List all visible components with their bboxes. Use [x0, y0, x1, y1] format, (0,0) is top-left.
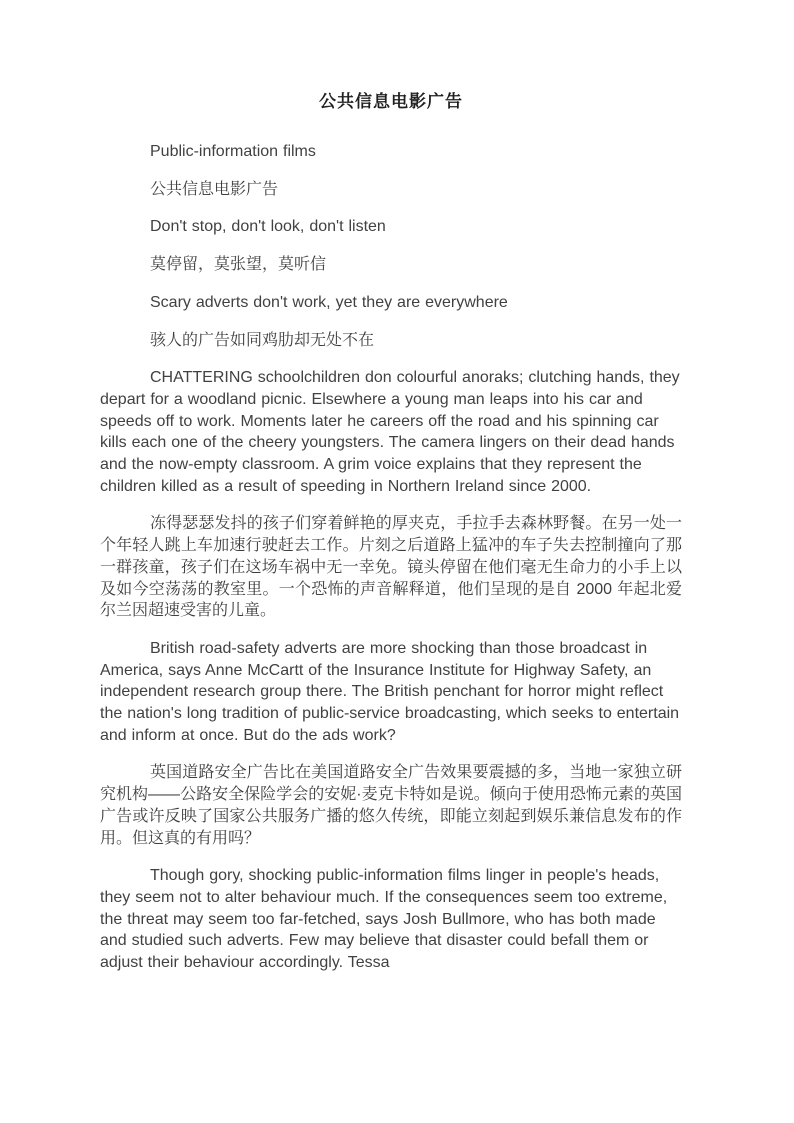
body-paragraph-1-english: CHATTERING schoolchildren don colourful anoraks; clutching hands, they depart for a woodland picnic. Elsewhere a young man leaps into his car and speeds off to work. Moments later he careers off the road and his spinning car kills each one of the cheery youngsters. The camera lingers on their dead hands and the now-empty classroom. A grim voice explains that they represent the children killed as a result of speeding in Northern Ireland since 2000.	[100, 369, 680, 495]
para-english-standfirst: Scary adverts don't work, yet they are everywhere	[150, 293, 508, 311]
para-chinese-title: 公共信息电影广告	[150, 180, 279, 198]
body-paragraph-1-chinese: 冻得瑟瑟发抖的孩子们穿着鲜艳的厚夹克，手拉手去森林野餐。在另一处一个年轻人跳上车加速行驶赶去工作。片刻之后道路上猛冲的车子失去控制撞向了那一群孩童，孩子们在这场车祸中无一幸免。镜头停留在他们毫无生命力的小手上以及如今空荡荡的教室里。一个恐怖的声音解释道，他们呈现的是自 2000 年起北爱尔兰因超速受害的儿童。	[100, 515, 682, 620]
para-english-title: Public-information films	[150, 143, 316, 160]
body-paragraph-2-english: British road-safety adverts are more shocking than those broadcast in America, says Anne McCartt of the Insurance Institute for Highway Safety, an independent research group there. The British penchant for horror might reflect the nation's long tradition of public-service broadcasting, which seeks to entertain and inform at once. But do the ads work?	[100, 639, 680, 744]
body-paragraph-2-chinese: 英国道路安全广告比在美国道路安全广告效果要震撼的多，当地一家独立研究机构——公路安全保险学会的安妮·麦克卡特如是说。倾向于使用恐怖元素的英国广告或许反映了国家公共服务广播的悠久传统，即能立刻起到娱乐兼信息发布的作用。但这真的有用吗？	[100, 764, 682, 847]
para-english-subtitle: Don't stop, don't look, don't listen	[150, 218, 386, 236]
para-chinese-standfirst: 骇人的广告如同鸡肋却无处不在	[150, 331, 375, 349]
body-paragraph-3-english: Though gory, shocking public-information films linger in people's heads, they seem not to alter behaviour much. If the consequences seem too extreme, the threat may seem too far-fetched, says Josh Bullmore, who has both made and studied such adverts. Few may believe that disaster could befall them or adjust their behaviour accordingly. Tessa	[100, 867, 668, 972]
document-title: 公共信息电影广告	[319, 92, 463, 111]
para-chinese-subtitle: 莫停留，莫张望，莫听信	[150, 256, 327, 274]
